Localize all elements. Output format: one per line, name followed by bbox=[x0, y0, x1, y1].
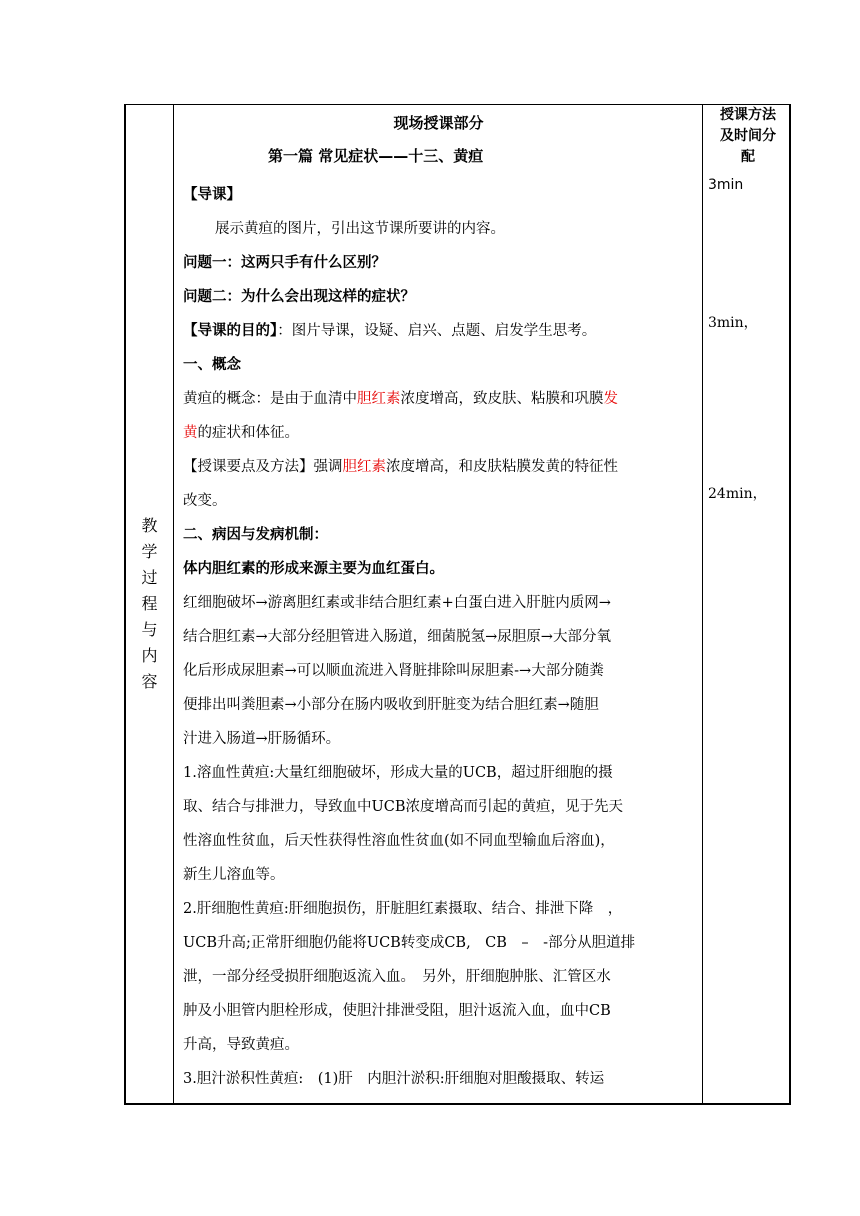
concept-heading: 一、概念 bbox=[183, 357, 241, 373]
text-span: 【授课要点及方法】强调 bbox=[183, 459, 343, 475]
time-allocation: 24min， bbox=[708, 486, 767, 502]
purpose-text: ：图片导课，设疑、启兴、点题、启发学生思考。 bbox=[277, 323, 597, 339]
hemolytic-line: 性溶血性贫血，后天性获得性溶血性贫血(如不同血型输血后溶血)， bbox=[183, 833, 615, 849]
pathway-line: 化后形成尿胆素→可以顺血流进入肾脏排除叫尿胆素-→大部分随粪 bbox=[183, 663, 604, 679]
hemolytic-line: 新生儿溶血等。 bbox=[183, 867, 285, 883]
section-label bbox=[141, 513, 157, 695]
text-span: 黄疸的概念：是由于血清中 bbox=[183, 391, 357, 407]
section-title: 现场授课部分 bbox=[393, 114, 484, 132]
text-span: 的症状和体征。 bbox=[197, 425, 299, 441]
section-label-char: 内 bbox=[141, 646, 158, 665]
hemolytic-line: 1.溶血性黄疸:大量红细胞破坏，形成大量的UCB，超过肝细胞的摄 bbox=[183, 765, 613, 781]
etiology-heading: 二、病因与发病机制： bbox=[183, 527, 328, 543]
concept-line bbox=[183, 382, 695, 416]
method-header-line: 及时间分 bbox=[720, 128, 776, 144]
column-divider-right bbox=[702, 104, 703, 1105]
pathway-line: 红细胞破坏→游离胆红素或非结合胆红素+白蛋白进入肝脏内质网→ bbox=[183, 595, 611, 611]
key-points-line: 改变。 bbox=[183, 493, 227, 509]
hemolytic-line: 取、结合与排泄力，导致血中UCB浓度增高而引起的黄疸，见于先天 bbox=[183, 799, 623, 815]
highlight-term: 发 bbox=[603, 391, 618, 407]
lesson-title: 第一篇 常见症状——十三、黄疸 bbox=[268, 147, 484, 165]
hepatocellular-line: 升高，导致黄疸。 bbox=[183, 1037, 299, 1053]
concept-line bbox=[183, 416, 695, 450]
hepatocellular-line: 肿及小胆管内胆栓形成，使胆汁排泄受阻，胆汁返流入血，血中CB bbox=[183, 1003, 611, 1019]
text-span: 浓度增高，致皮肤、粘膜和巩膜 bbox=[400, 391, 604, 407]
section-label-char: 教 bbox=[141, 516, 158, 535]
key-points-line bbox=[183, 450, 695, 484]
pathway-line: 结合胆红素→大部分经胆管进入肠道，细菌脱氢→尿胆原→大部分氧 bbox=[183, 629, 611, 645]
purpose-label: 【导课的目的】 bbox=[183, 323, 278, 339]
question-2: 问题二：为什么会出现这样的症状？ bbox=[183, 289, 415, 305]
lesson-content bbox=[183, 178, 695, 1096]
pathway-line: 便排出叫粪胆素→小部分在肠内吸收到肝脏变为结合胆红素→随胆 bbox=[183, 697, 599, 713]
hepatocellular-line: 2.肝细胞性黄疸:肝细胞损伤，肝脏胆红素摄取、结合、排泄下降 ， bbox=[183, 901, 623, 917]
section-label-char: 容 bbox=[141, 672, 158, 691]
method-header-line: 配 bbox=[741, 149, 755, 165]
section-label-char: 学 bbox=[141, 542, 158, 561]
intro-text: 展示黄疸的图片，引出这节课所要讲的内容。 bbox=[215, 221, 505, 237]
source-heading: 体内胆红素的形成来源主要为血红蛋白。 bbox=[183, 561, 444, 577]
intro-purpose bbox=[183, 314, 695, 348]
text-span: 浓度增高，和皮肤粘膜发黄的特征性 bbox=[386, 459, 618, 475]
method-column-header bbox=[710, 105, 786, 168]
pathway-line: 汁进入肠道→肝肠循环。 bbox=[183, 731, 341, 747]
cholestatic-line: 3.胆汁淤积性黄疸: (1)肝 内胆汁淤积:肝细胞对胆酸摄取、转运 bbox=[183, 1071, 605, 1087]
highlight-term: 胆红素 bbox=[342, 459, 386, 475]
hepatocellular-line: UCB升高;正常肝细胞仍能将UCB转变成CB, CB – -部分从胆道排 bbox=[183, 935, 636, 951]
section-label-char: 与 bbox=[141, 620, 158, 639]
section-label-char: 过 bbox=[141, 568, 158, 587]
method-header-line: 授课方法 bbox=[720, 107, 776, 123]
intro-heading: 【导课】 bbox=[183, 187, 241, 203]
highlight-term: 黄 bbox=[183, 425, 198, 441]
time-allocation: 3min， bbox=[708, 315, 758, 331]
question-1: 问题一：这两只手有什么区别？ bbox=[183, 255, 386, 271]
section-label-cell bbox=[126, 105, 173, 1103]
section-label-char: 程 bbox=[141, 594, 158, 613]
time-allocation: 3min bbox=[708, 177, 744, 193]
highlight-term: 胆红素 bbox=[357, 391, 401, 407]
column-divider-left bbox=[173, 104, 174, 1105]
hepatocellular-line: 泄，一部分经受损肝细胞返流入血。 另外，肝细胞肿胀、汇管区水 bbox=[183, 969, 611, 985]
